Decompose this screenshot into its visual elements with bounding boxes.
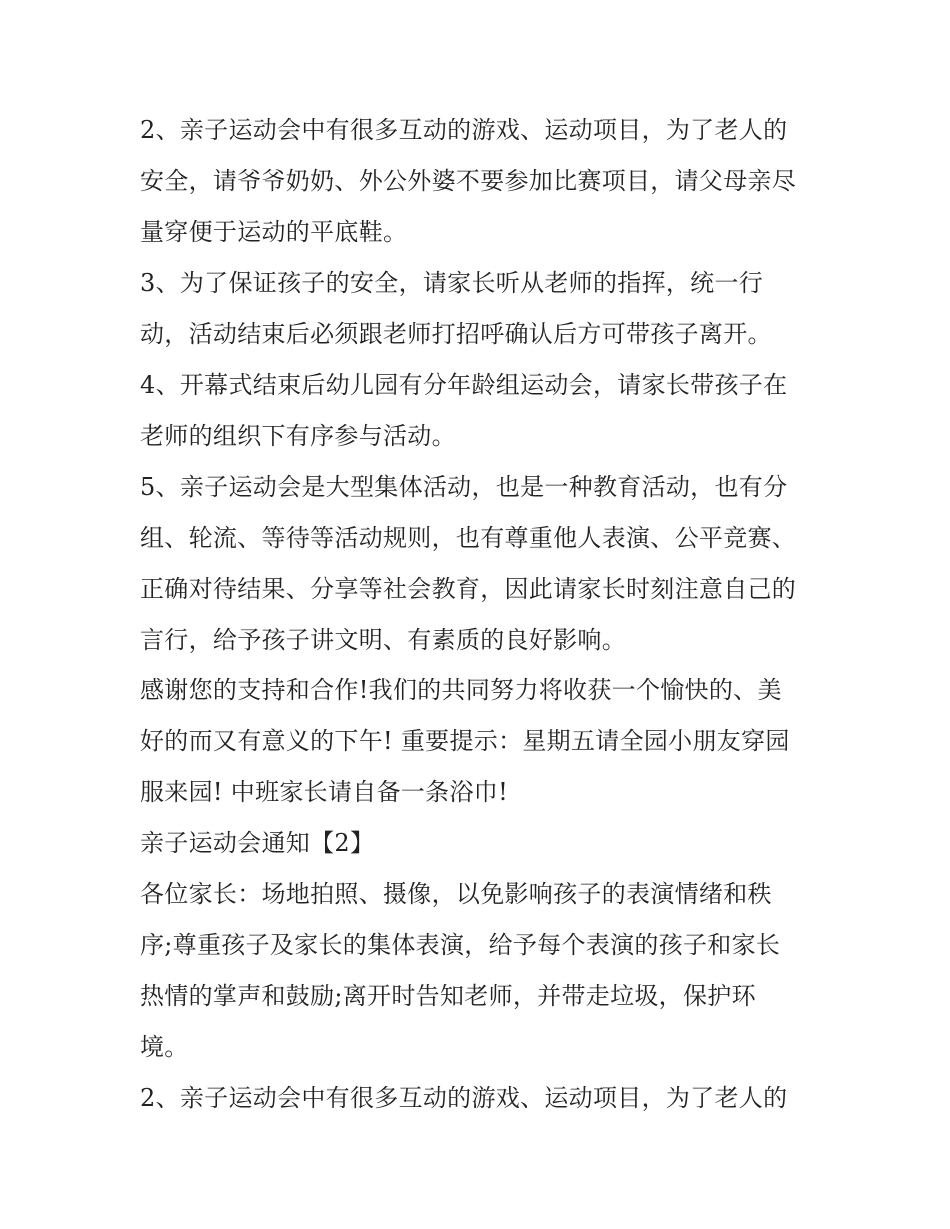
- text-line: 5、亲子运动会是大型集体活动，也是一种教育活动，也有分: [140, 473, 788, 501]
- text-line: 服来园! 中班家长请自备一条浴巾!: [140, 778, 509, 806]
- text-line: 言行，给予孩子讲文明、有素质的良好影响。: [140, 626, 626, 654]
- text-line: 各位家长：场地拍照、摄像，以免影响孩子的表演情绪和秩: [140, 880, 772, 908]
- text-line: 境。: [140, 1033, 189, 1061]
- text-line: 动，活动结束后必须跟老师打招呼确认后方可带孩子离开。: [140, 320, 772, 348]
- text-line: 2、亲子运动会中有很多互动的游戏、运动项目，为了老人的: [140, 116, 788, 144]
- text-line: 老师的组织下有序参与活动。: [140, 422, 456, 450]
- text-line: 量穿便于运动的平底鞋。: [140, 218, 408, 246]
- text-line: 热情的掌声和鼓励;离开时告知老师，并带走垃圾，保护环: [140, 982, 756, 1010]
- section-heading: 亲子运动会通知【2】: [140, 829, 375, 857]
- text-line: 2、亲子运动会中有很多互动的游戏、运动项目，为了老人的: [140, 1084, 788, 1112]
- text-line: 安全，请爷爷奶奶、外公外婆不要参加比赛项目，请父母亲尽: [140, 167, 797, 195]
- text-line: 感谢您的支持和合作!我们的共同努力将收获一个愉快的、美: [140, 676, 782, 704]
- text-line: 4、开幕式结束后幼儿园有分年龄组运动会，请家长带孩子在: [140, 371, 788, 399]
- text-line: 组、轮流、等待等活动规则，也有尊重他人表演、公平竞赛、: [140, 524, 797, 552]
- text-line: 3、为了保证孩子的安全，请家长听从老师的指挥，统一行: [140, 269, 764, 297]
- text-line: 序;尊重孩子及家长的集体表演，给予每个表演的孩子和家长: [140, 931, 781, 959]
- text-line: 正确对待结果、分享等社会教育，因此请家长时刻注意自己的: [140, 575, 797, 603]
- text-line: 好的而又有意义的下午! 重要提示：星期五请全园小朋友穿园: [140, 727, 790, 755]
